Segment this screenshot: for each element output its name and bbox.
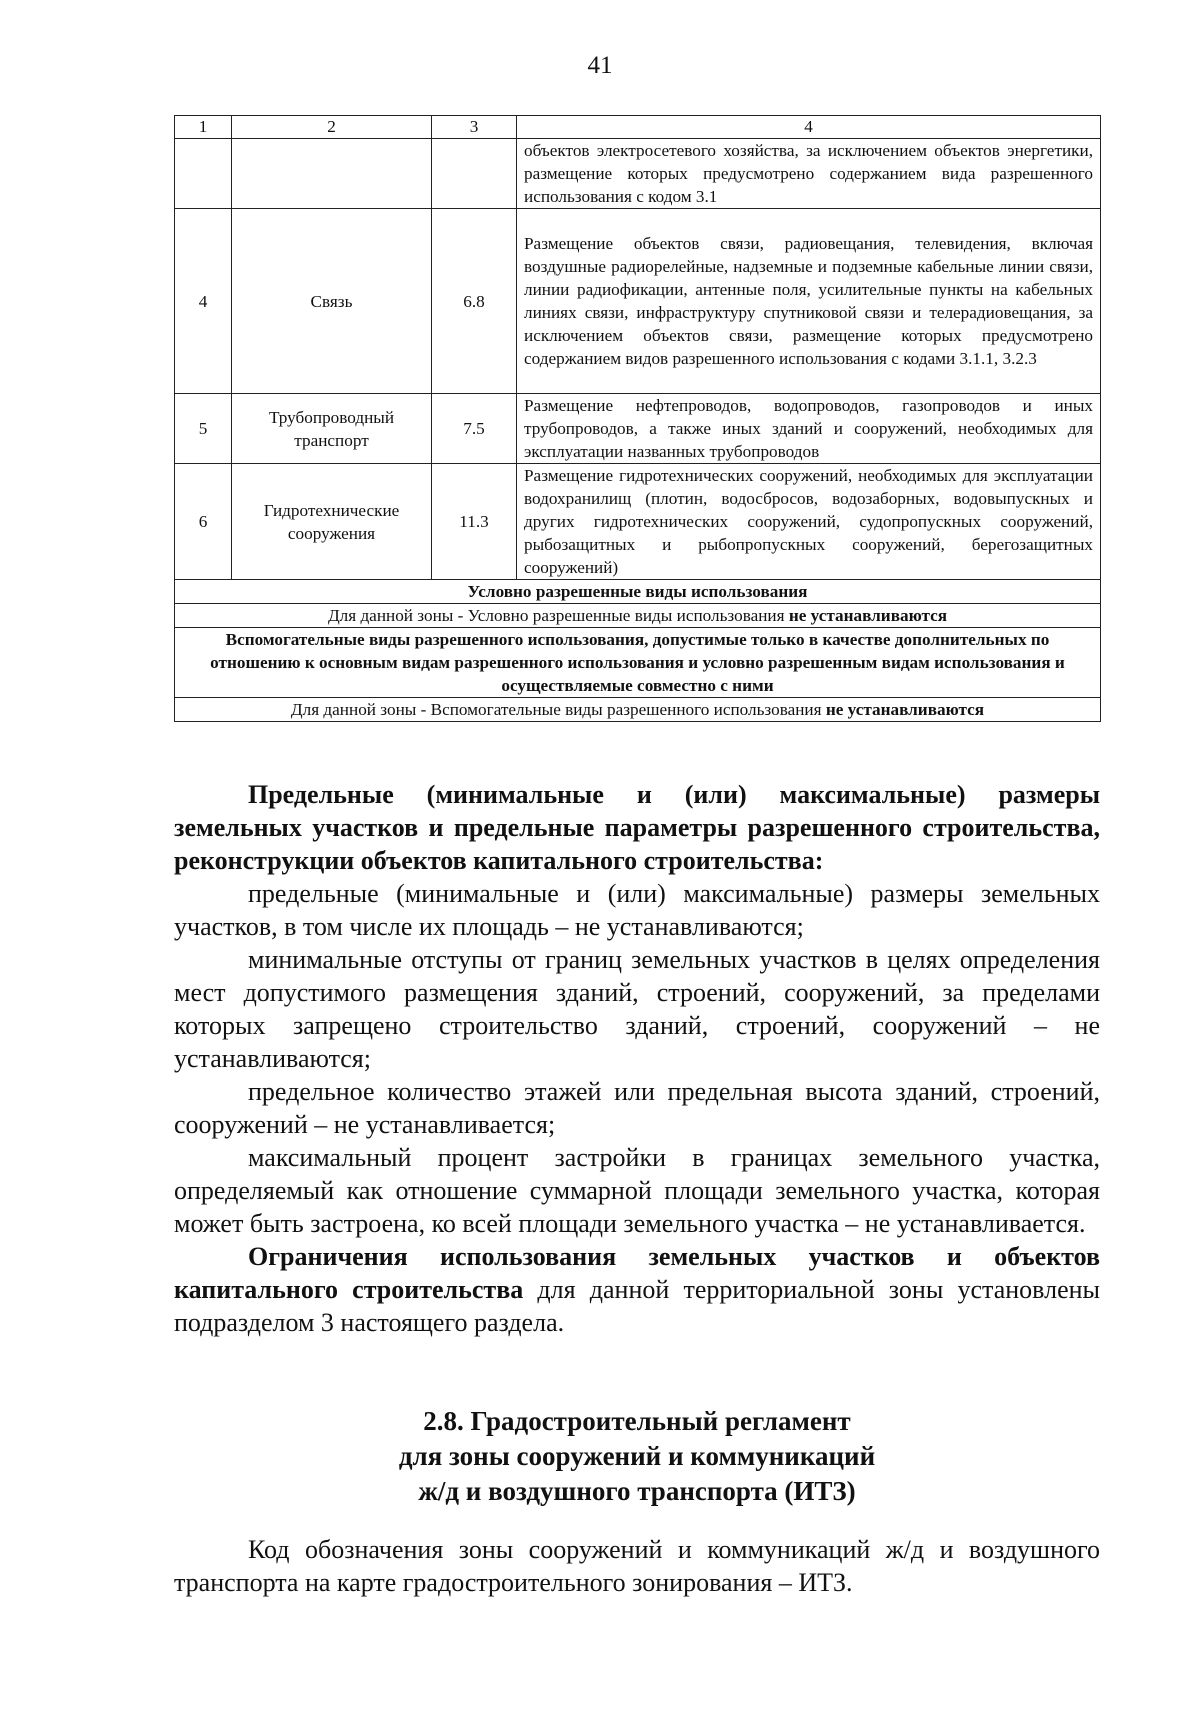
limits-item: предельные (минимальные и (или) максимальные) размеры земельных участков, в том числе их площадь – не устанавливаются;	[174, 879, 1100, 941]
row-use-code	[432, 139, 517, 209]
row-description: объектов электросетевого хозяйства, за исключением объектов энергетики, размещение которых предусмотрено содержанием вида разрешенного использования с кодом 3.1	[517, 139, 1101, 209]
row-use-name: Гидротехнические сооружения	[232, 464, 432, 580]
restrictions-paragraph	[174, 1240, 1100, 1339]
limits-item: максимальный процент застройки в границах земельного участка, определяемый как отношение суммарной площади земельного участка, которая может быть застроена, ко всей площади земельного участка – не устанавливается.	[174, 1143, 1100, 1238]
row-description: Размещение объектов связи, радиовещания, телевидения, включая воздушные радиорелейные, надземные и подземные кабельные линии связи, линии радиофикации, антенные поля, усилительные пункты на кабельных линиях связи, инфраструктуру спутниковой связи и телерадиовещания, за исключением объектов связи, размещение которых предусмотрено содержанием видов разрешенного использования с кодами 3.1.1, 3.2.3	[517, 209, 1101, 394]
table-span-row	[175, 580, 1101, 604]
restrictions-bold: Ограничения использования земельных участков и объектов капитального строительства	[174, 1242, 1100, 1304]
row-number: 4	[175, 209, 232, 394]
table-row	[175, 464, 1101, 580]
section-heading-line: ж/д и воздушного транспорта (ИТЗ)	[418, 1476, 856, 1506]
row-use-name	[232, 139, 432, 209]
limits-heading: Предельные (минимальные и (или) максимальные) размеры земельных участков и предельные параметры разрешенного строительства, реконструкции объектов капитального строительства:	[174, 780, 1100, 875]
page-number: 41	[587, 52, 613, 79]
zone-code-paragraph: Код обозначения зоны сооружений и коммуникаций ж/д и воздушного транспорта на карте градостроительного зонирования – ИТЗ.	[174, 1535, 1100, 1597]
table-row	[175, 394, 1101, 464]
auxiliary-note-bold: не устанавливаются	[825, 700, 985, 719]
row-number	[175, 139, 232, 209]
row-use-code: 7.5	[432, 394, 517, 464]
row-description: Размещение гидротехнических сооружений, необходимых для эксплуатации водохранилищ (плотин, водосбросов, водозаборных, водовыпускных и других гидротехнических сооружений, судопропускных сооружений, рыбозащитных и рыбопропускных сооружений, берегозащитных сооружений)	[517, 464, 1101, 580]
table-span-row	[175, 628, 1101, 698]
auxiliary-uses-note	[175, 698, 1101, 722]
row-use-code: 11.3	[432, 464, 517, 580]
row-number: 5	[175, 394, 232, 464]
table-header-cell: 2	[232, 116, 432, 139]
row-use-name: Связь	[232, 209, 432, 394]
section-heading	[174, 1404, 1100, 1509]
restrictions-rest: для данной территориальной зоны установлены подразделом 3 настоящего раздела.	[174, 1275, 1100, 1337]
limits-section	[174, 778, 1100, 1339]
row-use-name: Трубопроводный транспорт	[232, 394, 432, 464]
row-description: Размещение нефтепроводов, водопроводов, газопроводов и иных трубопроводов, а также иных зданий и сооружений, необходимых для эксплуатации названных трубопроводов	[517, 394, 1101, 464]
row-use-code: 6.8	[432, 209, 517, 394]
conditional-uses-header: Условно разрешенные виды использования	[175, 580, 1101, 604]
zone-code-section	[174, 1533, 1100, 1599]
permitted-use-table	[174, 115, 1101, 722]
limits-item: минимальные отступы от границ земельных участков в целях определения мест допустимого размещения зданий, строений, сооружений, за пределами которых запрещено строительство зданий, строений, сооружений – не устанавливаются;	[174, 945, 1100, 1073]
auxiliary-uses-header: Вспомогательные виды разрешенного использования, допустимые только в качестве дополнительных по отношению к основным видам разрешенного использования и условно разрешенным видам использования и осуществляемые совместно с ними	[175, 628, 1101, 698]
conditional-note-bold: не устанавливаются	[788, 606, 948, 625]
table-header-cell: 1	[175, 116, 232, 139]
row-number: 6	[175, 464, 232, 580]
table-header-cell: 4	[517, 116, 1101, 139]
conditional-note-text: Для данной зоны - Условно разрешенные виды использования	[327, 606, 789, 625]
conditional-uses-note	[175, 604, 1101, 628]
table-span-row	[175, 698, 1101, 722]
auxiliary-note-text: Для данной зоны - Вспомогательные виды разрешенного использования	[290, 700, 826, 719]
section-heading-line: 2.8. Градостроительный регламент	[423, 1406, 851, 1436]
table-span-row	[175, 604, 1101, 628]
limits-item: предельное количество этажей или предельная высота зданий, строений, сооружений – не устанавливается;	[174, 1077, 1100, 1139]
section-heading-line: для зоны сооружений и коммуникаций	[398, 1441, 876, 1471]
table-row	[175, 139, 1101, 209]
table-row	[175, 209, 1101, 394]
table-header-row	[175, 116, 1101, 139]
table-header-cell: 3	[432, 116, 517, 139]
